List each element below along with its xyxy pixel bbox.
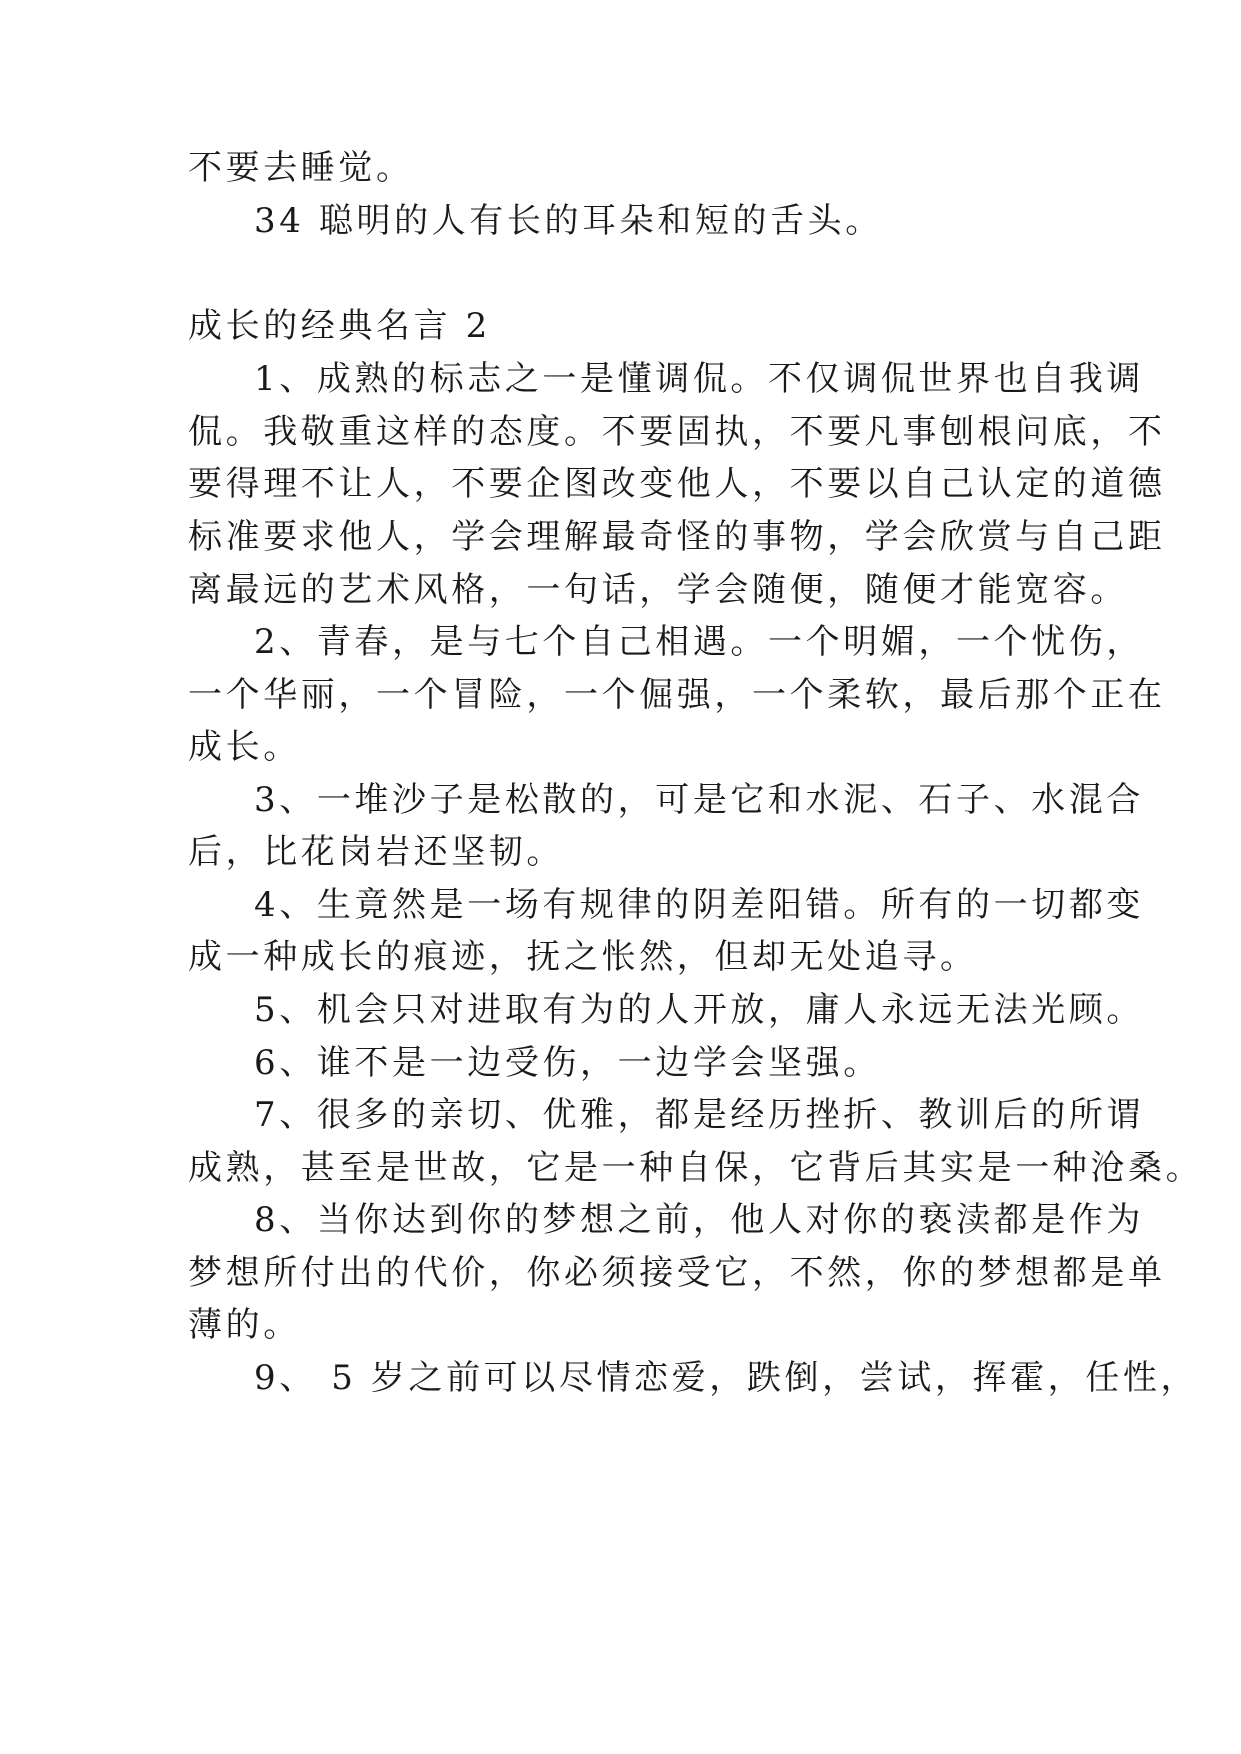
- text-line: 不要去睡觉。: [188, 148, 414, 188]
- text-line: 34 聪明的人有长的耳朵和短的舌头。: [254, 201, 883, 241]
- text-line: 离最远的艺术风格，一句话，学会随便，随便才能宽容。: [188, 570, 1128, 610]
- text-line: 标准要求他人，学会理解最奇怪的事物，学会欣赏与自己距: [188, 517, 1166, 557]
- text-line: 成熟，甚至是世故，它是一种自保，它背后其实是一种沧桑。: [188, 1148, 1204, 1188]
- text-line: 成一种成长的痕迹，抚之怅然，但却无处追寻。: [188, 937, 978, 977]
- text-line: 5、机会只对进取有为的人开放，庸人永远无法光顾。: [254, 990, 1145, 1030]
- text-line: 9、 5 岁之前可以尽情恋爱，跌倒，尝试，挥霍，任性，: [254, 1358, 1199, 1398]
- text-line: 6、谁不是一边受伤，一边学会坚强。: [254, 1043, 881, 1083]
- text-line: 8、当你达到你的梦想之前，他人对你的亵渎都是作为: [254, 1200, 1145, 1240]
- text-line: 成长。: [188, 727, 301, 767]
- text-line: 梦想所付出的代价，你必须接受它，不然，你的梦想都是单: [188, 1253, 1166, 1293]
- text-line: 1、成熟的标志之一是懂调侃。不仅调侃世界也自我调: [254, 359, 1145, 399]
- text-line: 一个华丽，一个冒险，一个倔强，一个柔软，最后那个正在: [188, 675, 1166, 715]
- text-line: 2、青春，是与七个自己相遇。一个明媚，一个忧伤，: [254, 622, 1145, 662]
- text-line: 侃。我敬重这样的态度。不要固执，不要凡事刨根问底，不: [188, 412, 1166, 452]
- text-line: 后，比花岗岩还坚韧。: [188, 832, 564, 872]
- text-line: 薄的。: [188, 1305, 301, 1345]
- text-line: 4、生竟然是一场有规律的阴差阳错。所有的一切都变: [254, 885, 1145, 925]
- section-heading: 成长的经典名言 2: [188, 306, 491, 346]
- text-line: 3、一堆沙子是松散的，可是它和水泥、石子、水混合: [254, 780, 1145, 820]
- text-line: 7、很多的亲切、优雅，都是经历挫折、教训后的所谓: [254, 1095, 1145, 1135]
- text-line: 要得理不让人，不要企图改变他人，不要以自己认定的道德: [188, 464, 1166, 504]
